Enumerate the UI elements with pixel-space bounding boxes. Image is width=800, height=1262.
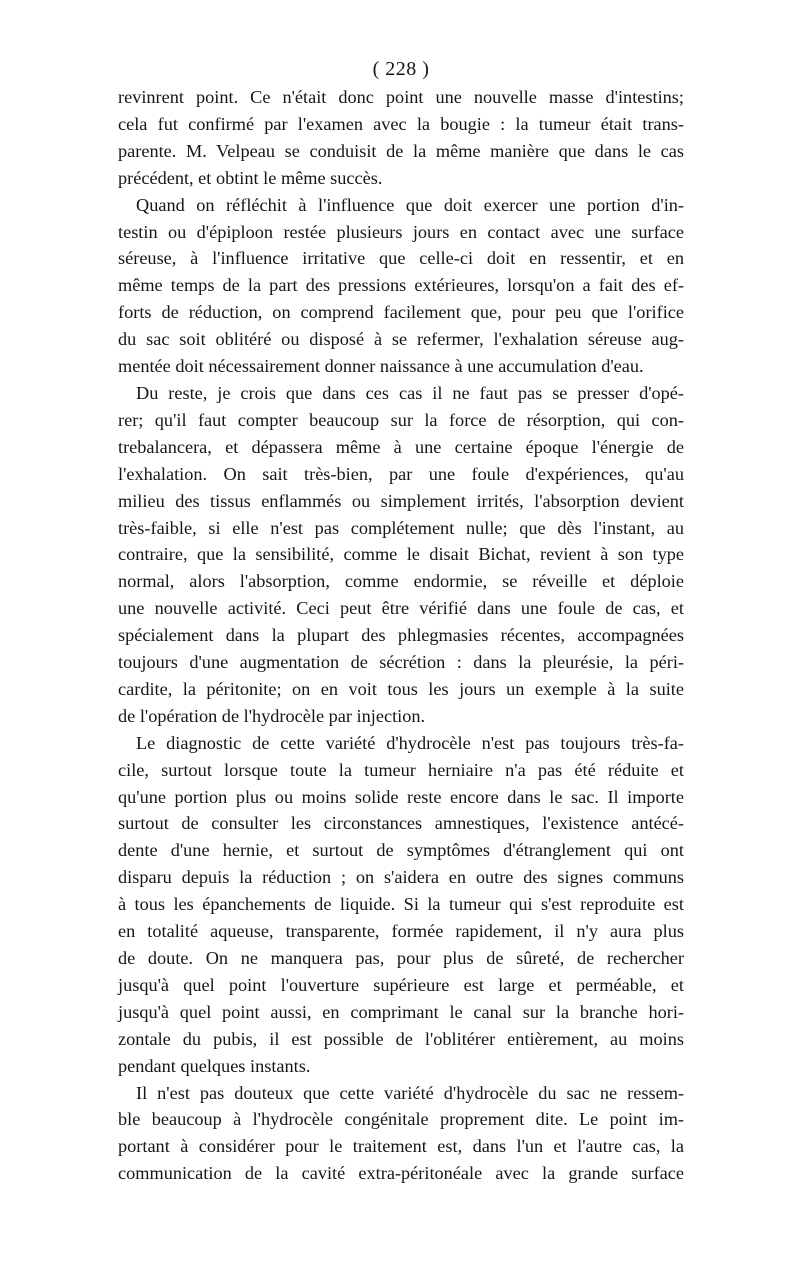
text-line: du sac soit oblitéré ou disposé à se refermer, l'exhalation séreuse aug- (118, 329, 684, 350)
text-line: forts de réduction, on comprend facilement que, pour peu que l'orifice (118, 302, 684, 323)
text-line: normal, alors l'absorption, comme endormie, se réveille et déploie (118, 571, 684, 592)
text-line: trebalancera, et dépassera même à une certaine époque l'énergie de (118, 436, 684, 457)
text-line: parente. M. Velpeau se conduisit de la même manière que dans le cas (118, 140, 684, 161)
text-line: mentée doit nécessairement donner naissance à une accumulation d'eau. (118, 356, 644, 377)
text-line: jusqu'à quel point l'ouverture supérieure est large et perméable, et (118, 974, 684, 995)
text-line: testin ou d'épiploon restée plusieurs jours en contact avec une surface (118, 221, 684, 242)
text-line: cela fut confirmé par l'examen avec la bougie : la tumeur était trans- (118, 113, 684, 134)
text-line: l'exhalation. On sait très-bien, par une foule d'expériences, qu'au (118, 463, 684, 484)
text-line: surtout de consulter les circonstances amnestiques, l'existence antécé- (118, 813, 684, 834)
page-number: ( 228 ) (372, 58, 430, 80)
text-line: milieu des tissus enflammés ou simplement irrités, l'absorption devient (118, 490, 684, 511)
text-line: très-faible, si elle n'est pas complétement nulle; que dès l'instant, au (118, 517, 684, 538)
text-line: séreuse, à l'influence irritative que celle-ci doit en ressentir, et en (118, 248, 684, 269)
text-line: spécialement dans la plupart des phlegmasies récentes, accompagnées (118, 625, 684, 646)
text-line: précédent, et obtint le même succès. (118, 167, 383, 188)
text-line: une nouvelle activité. Ceci peut être vérifié dans une foule de cas, et (118, 598, 684, 619)
text-line: de l'opération de l'hydrocèle par injection. (118, 705, 426, 726)
text-line: dente d'une hernie, et surtout de symptômes d'étranglement qui ont (118, 840, 684, 861)
text-line: cardite, la péritonite; on en voit tous les jours un exemple à la suite (118, 678, 684, 699)
text-line: Quand on réfléchit à l'influence que doit exercer une portion d'in- (136, 194, 684, 215)
text-line: toujours d'une augmentation de sécrétion : dans la pleurésie, la péri- (118, 652, 684, 673)
book-page (118, 56, 684, 1187)
text-line: en totalité aqueuse, transparente, formée rapidement, il n'y aura plus (118, 921, 684, 942)
text-line: pendant quelques instants. (118, 1055, 311, 1076)
text-line: ble beaucoup à l'hydrocèle congénitale proprement dite. Le point im- (118, 1109, 684, 1130)
text-line: communication de la cavité extra-péritonéale avec la grande surface (118, 1163, 684, 1184)
text-line: qu'une portion plus ou moins solide reste encore dans le sac. Il importe (118, 786, 684, 807)
body-text (118, 84, 684, 1187)
text-line: jusqu'à quel point aussi, en comprimant le canal sur la branche hori- (118, 1001, 684, 1022)
text-line: portant à considérer pour le traitement est, dans l'un et l'autre cas, la (118, 1136, 684, 1157)
text-line: Il n'est pas douteux que cette variété d'hydrocèle du sac ne ressem- (136, 1082, 684, 1103)
text-line: de doute. On ne manquera pas, pour plus de sûreté, de rechercher (118, 948, 684, 968)
text-line: rer; qu'il faut compter beaucoup sur la force de résorption, qui con- (118, 409, 684, 430)
text-line: même temps de la part des pressions extérieures, lorsqu'on a fait des ef- (118, 275, 684, 296)
text-line: zontale du pubis, il est possible de l'oblitérer entièrement, au moins (118, 1028, 684, 1049)
text-line: Du reste, je crois que dans ces cas il ne faut pas se presser d'opé- (136, 382, 684, 403)
text-line: revinrent point. Ce n'était donc point une nouvelle masse d'intestins; (118, 87, 684, 107)
text-line: Le diagnostic de cette variété d'hydrocèle n'est pas toujours très-fa- (136, 732, 684, 753)
text-line: disparu depuis la réduction ; on s'aidera en outre des signes communs (118, 867, 684, 888)
text-line: contraire, que la sensibilité, comme le disait Bichat, revient à son type (118, 544, 684, 565)
text-line: à tous les épanchements de liquide. Si la tumeur qui s'est reproduite est (118, 894, 684, 915)
text-line: cile, surtout lorsque toute la tumeur herniaire n'a pas été réduite et (118, 759, 684, 780)
